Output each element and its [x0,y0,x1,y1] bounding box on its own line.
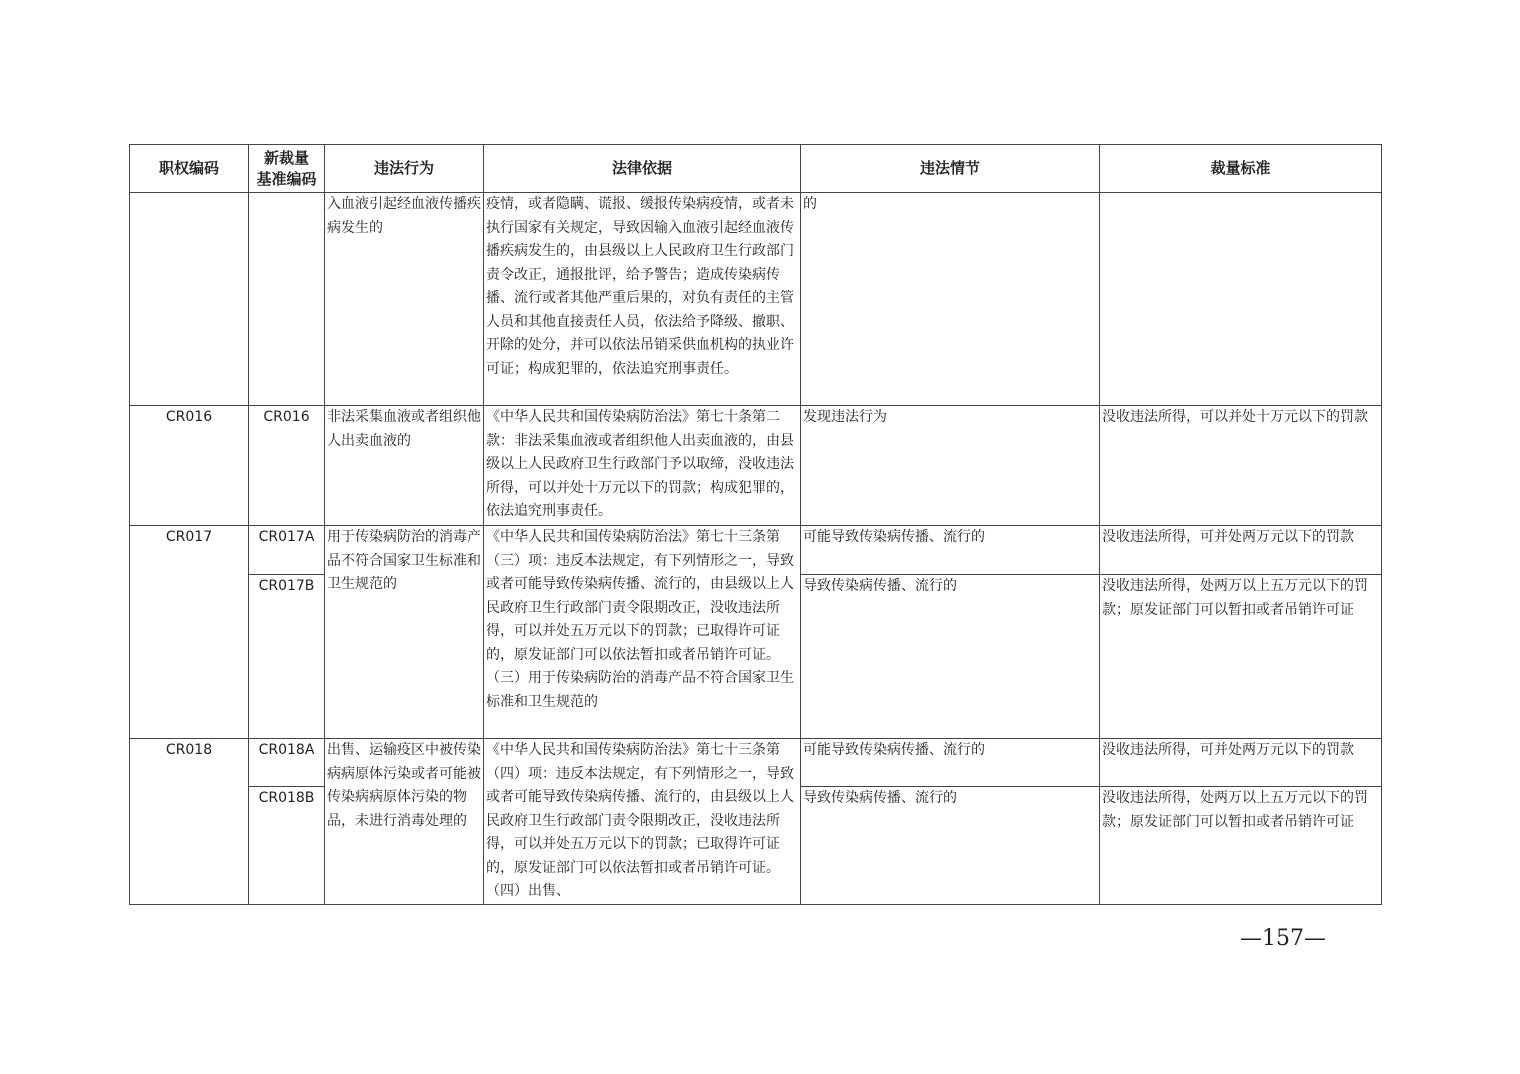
cell-standard: 没收违法所得，处两万以上五万元以下的罚款；原发证部门可以暂扣或者吊销许可证 [1100,787,1382,905]
cell-circumstance: 导致传染病传播、流行的 [801,575,1100,739]
penalty-table [129,144,1382,905]
cell-circumstance: 可能导致传染病传播、流行的 [801,739,1100,787]
header-standard: 裁量标准 [1100,145,1382,193]
table-row-continued [130,193,1382,406]
cell-violation: 出售、运输疫区中被传染病病原体污染或者可能被传染病病原体污染的物品，未进行消毒处理的 [325,739,484,905]
header-new-code-line1: 新裁量 [263,148,309,167]
cell-legal-basis: 《中华人民共和国传染病防治法》第七十条第二款：非法采集血液或者组织他人出卖血液的，由县级以上人民政府卫生行政部门予以取缔，没收违法所得，可以并处十万元以下的罚款；构成犯罪的，依法追究刑事责任。 [484,406,801,526]
header-new-code-line2: 基准编码 [256,169,317,188]
table-row-cr017a [130,526,1382,575]
header-violation: 违法行为 [325,145,484,193]
cell-violation: 用于传染病防治的消毒产品不符合国家卫生标准和卫生规范的 [325,526,484,739]
header-authority-code: 职权编码 [130,145,249,193]
cell-standard: 没收违法所得，处两万以上五万元以下的罚款；原发证部门可以暂扣或者吊销许可证 [1100,575,1382,739]
cell-authority-code: CR018 [130,739,249,905]
cell-standard: 没收违法所得，可以并处十万元以下的罚款 [1100,406,1382,526]
cell-circumstance: 导致传染病传播、流行的 [801,787,1100,905]
cell-violation: 非法采集血液或者组织他人出卖血液的 [325,406,484,526]
cell-new-code: CR016 [249,406,325,526]
cell-authority-code: CR017 [130,526,249,739]
cell-new-code: CR017A [249,526,325,575]
cell-new-code: CR017B [249,575,325,739]
table-header-row [130,145,1382,193]
cell-circumstance: 的 [801,193,1100,406]
cell-legal-basis: 《中华人民共和国传染病防治法》第七十三条第（三）项：违反本法规定，有下列情形之一，导致或者可能导致传染病传播、流行的，由县级以上人民政府卫生行政部门责令限期改正，没收违法所得，可以并处五万元以下的罚款；已取得许可证的，原发证部门可以依法暂扣或者吊销许可证。（三）用于传染病防治的消毒产品不符合国家卫生标准和卫生规范的 [484,526,801,739]
cell-violation: 入血液引起经血液传播疾病发生的 [325,193,484,406]
cell-standard: 没收违法所得，可并处两万元以下的罚款 [1100,526,1382,575]
page-number: —157— [1240,926,1326,951]
cell-new-code [249,193,325,406]
header-new-code [249,145,325,193]
table-row-cr018a [130,739,1382,787]
cell-standard: 没收违法所得，可并处两万元以下的罚款 [1100,739,1382,787]
cell-new-code: CR018B [249,787,325,905]
cell-legal-basis: 疫情，或者隐瞒、谎报、缓报传染病疫情，或者未执行国家有关规定，导致因输入血液引起经血液传播疾病发生的，由县级以上人民政府卫生行政部门责令改正，通报批评，给予警告；造成传染病传播、流行或者其他严重后果的，对负有责任的主管人员和其他直接责任人员，依法给予降级、撤职、开除的处分，并可以依法吊销采供血机构的执业许可证；构成犯罪的，依法追究刑事责任。 [484,193,801,406]
table-row-cr016 [130,406,1382,526]
cell-new-code: CR018A [249,739,325,787]
cell-authority-code: CR016 [130,406,249,526]
cell-standard [1100,193,1382,406]
header-legal-basis: 法律依据 [484,145,801,193]
cell-authority-code [130,193,249,406]
cell-circumstance: 发现违法行为 [801,406,1100,526]
cell-circumstance: 可能导致传染病传播、流行的 [801,526,1100,575]
cell-legal-basis: 《中华人民共和国传染病防治法》第七十三条第（四）项：违反本法规定，有下列情形之一，导致或者可能导致传染病传播、流行的，由县级以上人民政府卫生行政部门责令限期改正，没收违法所得，可以并处五万元以下的罚款；已取得许可证的，原发证部门可以依法暂扣或者吊销许可证。（四）出售、 [484,739,801,905]
header-circumstance: 违法情节 [801,145,1100,193]
